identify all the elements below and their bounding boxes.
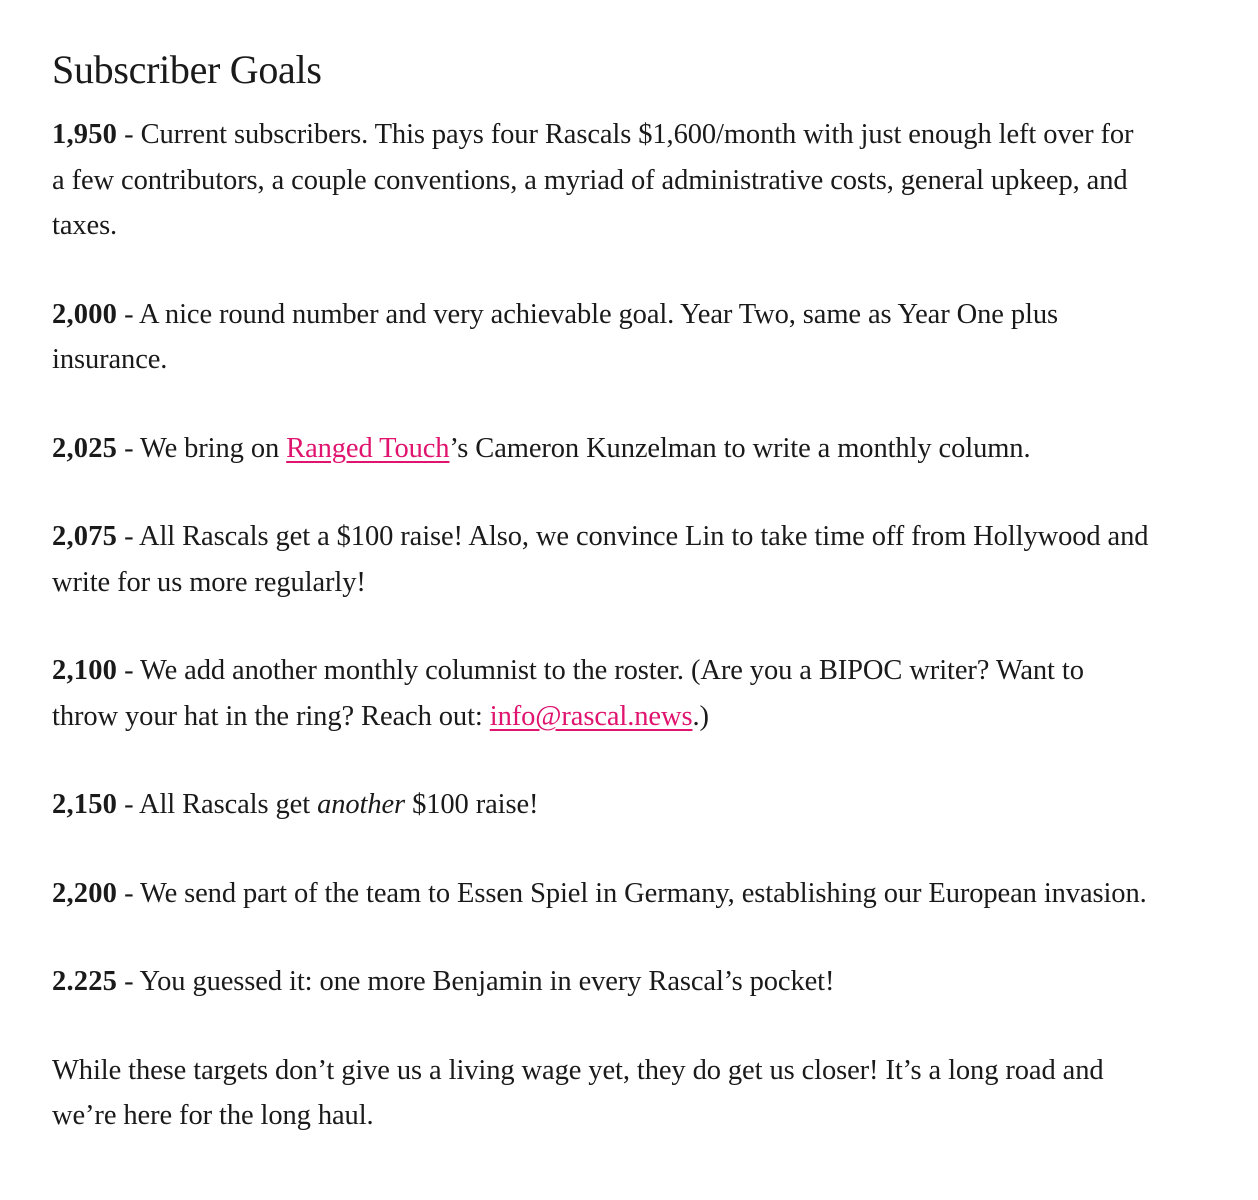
goal-number: 2,150 <box>52 789 118 820</box>
goal-number: 1,950 <box>52 119 118 150</box>
article-body <box>52 48 1152 1139</box>
goal-number: 2,000 <box>52 298 118 330</box>
goal-item <box>52 514 1152 605</box>
goal-text: - A nice round number and very achievable goal. Year Two, same as Year One plus insurance. <box>52 298 1058 375</box>
goal-item <box>52 959 1152 1005</box>
goal-text: - Current subscribers. This pays four Rascals $1,600/month with just enough left over for a few contributors, a couple conventions, a myriad of administrative costs, general upkeep, and taxes. <box>52 119 1134 241</box>
goal-text: $100 raise! <box>405 789 539 820</box>
goal-item <box>52 871 1152 917</box>
goal-number: 2,075 <box>52 521 118 552</box>
goal-number: 2,025 <box>52 432 118 464</box>
goal-text: ’s Cameron Kunzelman to write a monthly column. <box>449 432 1031 464</box>
goal-text: - All Rascals get <box>117 789 318 820</box>
goal-text: - We send part of the team to Essen Spiel in Germany, establishing our European invasion. <box>117 877 1147 909</box>
goal-item <box>52 292 1152 383</box>
goal-item <box>52 426 1152 472</box>
goal-number: 2,200 <box>52 877 118 909</box>
closing-paragraph: While these targets don’t give us a living wage yet, they do get us closer! It’s a long road and we’re here for the long haul. <box>52 1054 1104 1131</box>
goal-item <box>52 782 1152 828</box>
goal-text: - You guessed it: one more Benjamin in every Rascal’s pocket! <box>117 966 835 997</box>
section-heading: Subscriber Goals <box>52 47 322 92</box>
goal-emphasis: another <box>317 789 406 820</box>
ranged-touch-link[interactable]: Ranged Touch <box>286 432 450 464</box>
goal-item <box>52 112 1152 249</box>
email-link[interactable]: info@rascal.news <box>489 700 693 732</box>
goal-number: 2,100 <box>52 655 118 686</box>
goal-text: - We add another monthly columnist to the roster. (Are you a BIPOC writer? Want to throw your hat in the ring? Reach out: <box>52 655 1084 732</box>
goal-item <box>52 648 1152 739</box>
goal-text: .) <box>692 700 709 732</box>
goal-text: - All Rascals get a $100 raise! Also, we convince Lin to take time off from Hollywood and write for us more regularly! <box>52 521 1149 598</box>
goal-text: - We bring on <box>117 432 287 464</box>
goal-number: 2.225 <box>52 966 118 997</box>
